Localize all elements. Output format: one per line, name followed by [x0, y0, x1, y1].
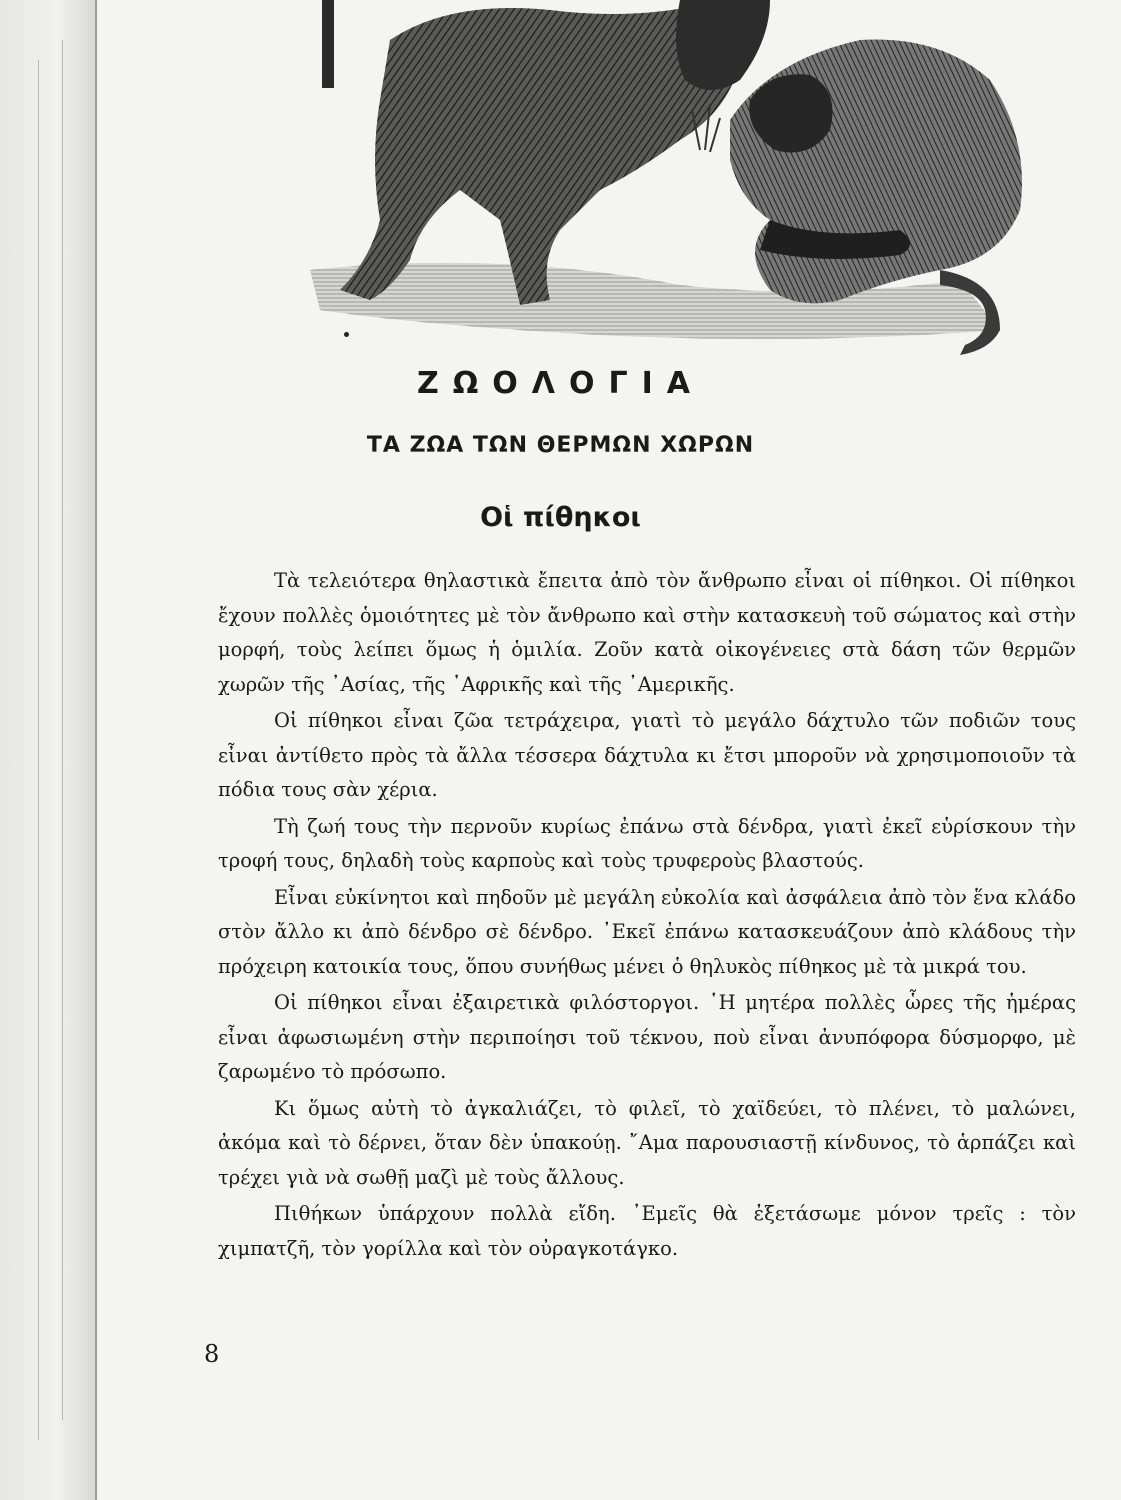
page-edge-line — [62, 40, 63, 1420]
monkeys-engraving-illustration — [300, 0, 1040, 360]
paragraph: Τὴ ζωή τους τὴν περνοῦν κυρίως ἐπάνω στὰ δένδρα, γιατὶ ἐκεῖ εὑρίσκουν τὴν τροφή τους, δηλαδὴ τοὺς καρποὺς καὶ τοὺς τρυφεροὺς βλαστούς. — [218, 814, 1076, 872]
paragraph: Κι ὅμως αὐτὴ τὸ ἀγκαλιάζει, τὸ φιλεῖ, τὸ χαϊδεύει, τὸ πλένει, τὸ μαλώνει, ἀκόμα καὶ τὸ δέρνει, ὅταν δὲν ὑπακούῃ. ῎Αμα παρουσιαστῇ κίνδυνος, τὸ ἁρπάζει καὶ τρέχει γιὰ νὰ σωθῇ μαζὶ μὲ τοὺς ἄλλους. — [218, 1096, 1076, 1189]
chapter-heading: Οἱ πίθηκοι — [480, 502, 641, 533]
paragraph: Εἶναι εὐκίνητοι καὶ πηδοῦν μὲ μεγάλη εὐκολία καὶ ἀσφάλεια ἀπὸ τὸν ἕνα κλάδο στὸν ἄλλο κι ἀπὸ δένδρο σὲ δένδρο. ᾿Εκεῖ ἐπάνω κατασκευάζουν ἀπὸ κλάδους τὴν πρόχειρη κατοικία τους, ὅπου συνήθως μένει ὁ θηλυκὸς πίθηκος μὲ τὰ μικρά του. — [218, 885, 1076, 978]
printing-dot — [344, 332, 349, 337]
body-text — [218, 564, 1076, 1268]
section-subtitle: ΤΑ ΖΩΑ ΤΩΝ ΘΕΡΜΩΝ ΧΩΡΩΝ — [366, 433, 755, 458]
page-number: 8 — [204, 1340, 220, 1368]
paragraph: Πιθήκων ὑπάρχουν πολλὰ εἴδη. ᾿Εμεῖς θὰ ἐξετάσωμε μόνον τρεῖς : τὸν χιμπατζῆ, τὸν γορίλλα καὶ τὸν οὐραγκοτάγκο. — [218, 1202, 1076, 1260]
paragraph: Οἱ πίθηκοι εἶναι ἐξαιρετικὰ φιλόστοργοι. ῾Η μητέρα πολλὲς ὧρες τῆς ἡμέρας εἶναι ἀφωσιωμένη στὴν περιποίησι τοῦ τέκνου, ποὺ εἶναι ἀνυπόφορα δύσμορφο, μὲ ζαρωμένο τὸ πρόσωπο. — [218, 991, 1076, 1083]
paragraph: Τὰ τελειότερα θηλαστικὰ ἔπειτα ἀπὸ τὸν ἄνθρωπο εἶναι οἱ πίθηκοι. Οἱ πίθηκοι ἔχουν πολλὲς ὁμοιότητες μὲ τὸν ἄνθρωπο καὶ στὴν κατασκευὴ τοῦ σώματος καὶ στὴν μορφή, τοὺς λείπει ὅμως ἡ ὁμιλία. Ζοῦν κατὰ οἰκογένειες στὰ δάση τῶν θερμῶν χωρῶν τῆς ᾿Ασίας, τῆς ᾿Αφρικῆς καὶ τῆς ᾿Αμερικῆς. — [218, 569, 1076, 696]
page-title: ΖΩΟΛΟΓΙΑ — [417, 366, 704, 401]
paragraph: Οἱ πίθηκοι εἶναι ζῶα τετράχειρα, γιατὶ τὸ μεγάλο δάχτυλο τῶν ποδιῶν τους εἶναι ἀντίθετο πρὸς τὰ ἄλλα τέσσερα δάχτυλα κι ἔτσι μποροῦν νὰ χρησιμοποιοῦν τὰ πόδια τους σὰν χέρια. — [218, 709, 1076, 801]
page-edge-line — [38, 60, 39, 1440]
page-stack-edge — [0, 0, 97, 1500]
